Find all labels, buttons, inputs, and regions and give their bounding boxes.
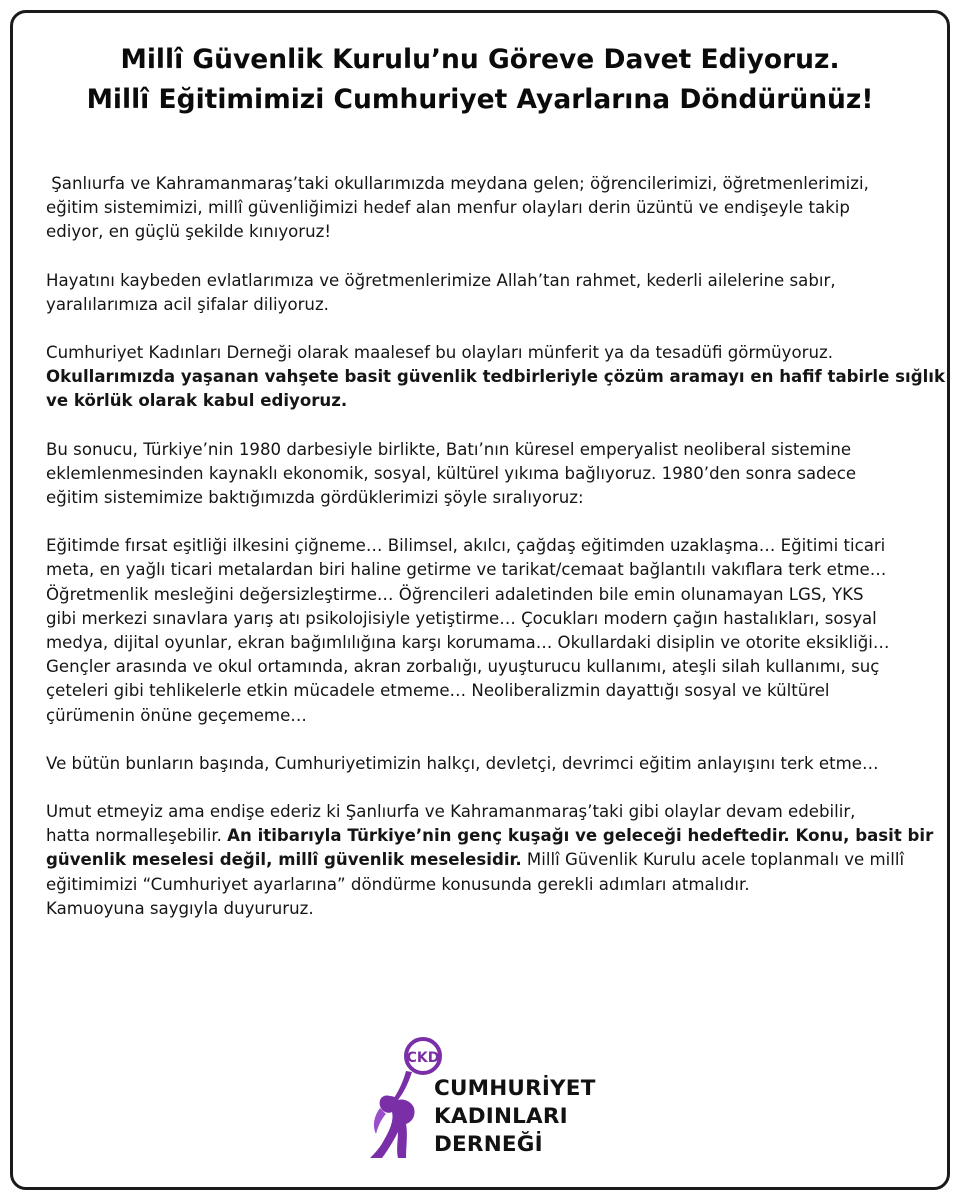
- text-line: [46, 848, 926, 872]
- text-line: Bu sonucu, Türkiye’nin 1980 darbesiyle birlikte, Batı’nın küresel emperyalist neoliberal sistemine: [46, 439, 852, 459]
- text-line: Şanlıurfa ve Kahramanmaraş’taki okullarımızda meydana gelen; öğrencilerimizi, öğretmenlerimizi,: [46, 174, 869, 193]
- text-line: eğitimimizi “Cumhuriyet ayarlarına” döndürme konusunda gerekli adımları atmalıdır.: [46, 874, 750, 894]
- text-line: medya, dijital oyunlar, ekran bağımlılığına karşı korumama… Okullardaki disiplin ve otorite eksikliği…: [46, 633, 890, 653]
- paragraph-3: [46, 341, 945, 414]
- statement-body: [46, 172, 945, 921]
- text-line: ediyor, en güçlü şekilde kınıyoruz!: [46, 222, 331, 242]
- logo-line-2: KADINLARI: [434, 1104, 568, 1129]
- logo-line-3: DERNEĞİ: [434, 1132, 543, 1157]
- text-line: Ve bütün bunların başında, Cumhuriyetimizin halkçı, devletçi, devrimci eğitim anlayışını terk etme…: [46, 753, 879, 773]
- paragraph-4: [46, 438, 926, 511]
- text-line: çeteleri gibi tehlikelerle etkin mücadele etmeme… Neoliberalizmin dayattığı sosyal ve kültürel: [46, 681, 830, 701]
- text-line: Öğretmenlik mesleğini değersizleştirme… Öğrencileri adaletinden bile emin olunamayan LGS, YKS: [46, 584, 864, 604]
- text-line: eklemlenmesinden kaynaklı ekonomik, sosyal, kültürel yıkıma bağlıyoruz. 1980’den sonra sadece: [46, 463, 857, 483]
- text-line: Umut etmeyiz ama endişe ederiz ki Şanlıurfa ve Kahramanmaraş’taki gibi olaylar devam edebilir,: [46, 802, 856, 822]
- text-line: [46, 824, 934, 848]
- text-line: Gençler arasında ve okul ortamında, akran zorbalığı, uyuşturucu kullanımı, ateşli silah kullanımı, suç: [46, 657, 880, 677]
- bold-text-line: Okullarımızda yaşanan vahşete basit güvenlik tedbirleriyle çözüm aramayı en hafif tabirle sığlık: [46, 367, 945, 387]
- bold-text-line: ve körlük olarak kabul ediyoruz.: [46, 391, 348, 411]
- paragraph-6: [46, 752, 926, 776]
- text-line: meta, en yağlı ticari metalardan biri haline getirme ve tarikat/cemaat bağlantılı vakıflara terk etme…: [46, 560, 887, 580]
- title-line-1: Millî Güvenlik Kurulu’nu Göreve Davet Ediyoruz.: [120, 44, 840, 75]
- figure-drape-shape: [374, 1108, 386, 1134]
- text-line: eğitim sistemimizi, millî güvenliğimizi hedef alan menfur olayları derin üzüntü ve endişeyle takip: [46, 198, 850, 218]
- paragraph-5: [46, 534, 926, 728]
- text-line: yaralılarımıza acil şifalar diliyoruz.: [46, 294, 329, 314]
- text-line: Eğitimde fırsat eşitliği ilkesini çiğneme… Bilimsel, akılcı, çağdaş eğitimden uzaklaşma… Eğitimi ticari: [46, 536, 886, 556]
- title-line-2: Millî Eğitimimizi Cumhuriyet Ayarlarına Döndürünüz!: [86, 84, 874, 115]
- bold-text-segment: güvenlik meselesi değil, millî güvenlik meselesidir.: [46, 850, 522, 870]
- raised-arm-shape: [394, 1071, 412, 1100]
- bold-text-segment: An itibarıyla Türkiye’nin genç kuşağı ve geleceği hedeftedir. Konu, basit bir: [227, 826, 934, 846]
- text-segment: Millî Güvenlik Kurulu acele toplanmalı ve millî: [521, 850, 905, 870]
- text-line: Hayatını kaybeden evlatlarımıza ve öğretmenlerimize Allah’tan rahmet, kederli ailelerine sabır,: [46, 270, 836, 290]
- text-line: Kamuoyuna saygıyla duyururuz.: [46, 898, 314, 918]
- text-line: çürümenin önüne geçememe…: [46, 705, 307, 725]
- logo-line-1: CUMHURİYET: [434, 1076, 596, 1101]
- paragraph-1: [46, 172, 926, 245]
- page-title: [0, 40, 960, 120]
- logo-wordmark: [434, 1075, 596, 1159]
- text-line: Cumhuriyet Kadınları Derneği olarak maalesef bu olayları münferit ya da tesadüfi görmüyoruz.: [46, 343, 833, 363]
- text-line: eğitim sistemimize baktığımızda gördüklerimizi şöyle sıralıyoruz:: [46, 488, 584, 508]
- emblem-text: CKD: [406, 1050, 440, 1066]
- paragraph-2: [46, 269, 926, 317]
- text-segment: hatta normalleşebilir.: [46, 826, 228, 846]
- text-line: gibi merkezi sınavlara yarış atı psikolojisiyle yetiştirme… Çocukları modern çağın hastalıkları, sosyal: [46, 608, 877, 628]
- paragraph-7: [46, 800, 934, 921]
